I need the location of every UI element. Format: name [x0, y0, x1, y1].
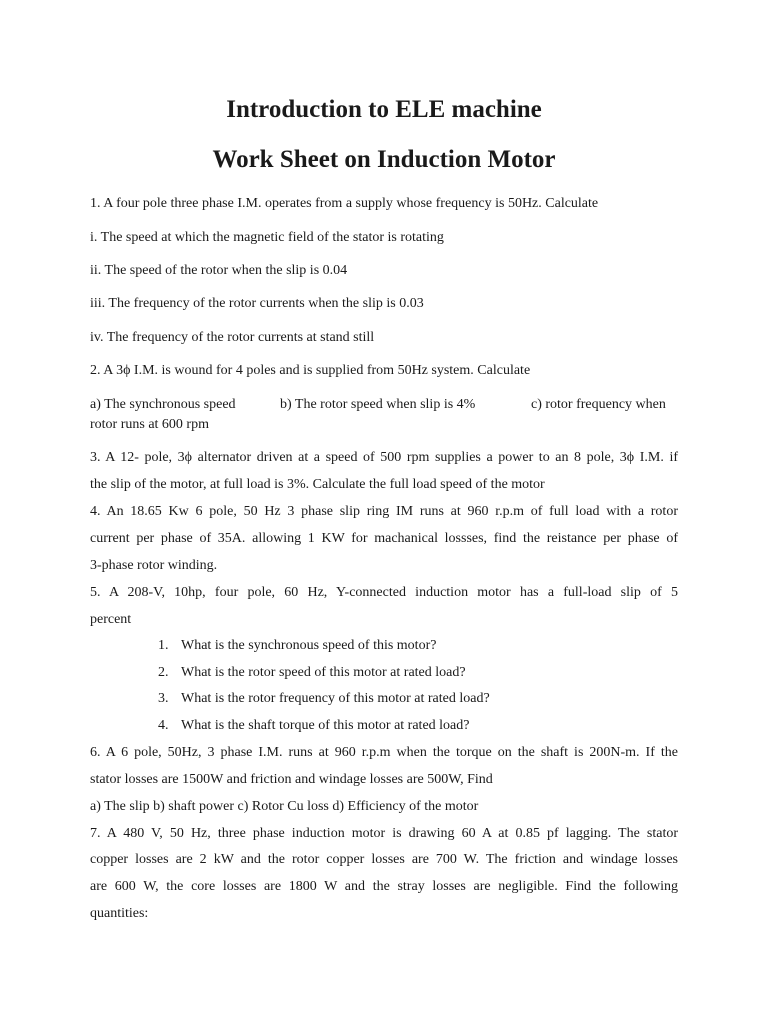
q2-continuation: rotor runs at 600 rpm [90, 417, 209, 432]
q1-stem: 1. A four pole three phase I.M. operates from a supply whose frequency is 50Hz. Calculate [90, 196, 599, 211]
q1-part-iv: iv. The frequency of the rotor currents at stand still [90, 330, 375, 345]
q4-line-1: 4. An 18.65 Kw 6 pole, 50 Hz 3 phase slip ring IM runs at 960 r.p.m of full load with a rotor [90, 504, 678, 519]
q7-line-3: are 600 W, the core losses are 1800 W and the stray losses are negligible. Find the following [90, 879, 678, 894]
q4-line-3: 3-phase rotor winding. [90, 558, 218, 573]
q4-line-2: current per phase of 35A. allowing 1 KW for machanical lossses, find the reistance per phase of [90, 531, 678, 546]
q1-part-iii: iii. The frequency of the rotor currents when the slip is 0.03 [90, 296, 424, 311]
q2-part-a: a) The synchronous speed [90, 397, 236, 412]
q5-item-number: 1. [158, 638, 169, 653]
q6-line-2: stator losses are 1500W and friction and windage losses are 500W, Find [90, 772, 493, 787]
q6-line-3: a) The slip b) shaft power c) Rotor Cu loss d) Efficiency of the motor [90, 799, 479, 814]
q5-line-1: 5. A 208-V, 10hp, four pole, 60 Hz, Y-connected induction motor has a full-load slip of 5 [90, 585, 678, 600]
course-title: Introduction to ELE machine [226, 96, 542, 123]
q7-line-1: 7. A 480 V, 50 Hz, three phase induction motor is drawing 60 A at 0.85 pf lagging. The stator [90, 826, 678, 841]
worksheet-title: Work Sheet on Induction Motor [212, 146, 556, 173]
q5-item-text: What is the shaft torque of this motor at rated load? [181, 718, 470, 733]
q3-line-2: the slip of the motor, at full load is 3%. Calculate the full load speed of the motor [90, 477, 545, 492]
q7-line-4: quantities: [90, 906, 149, 921]
q5-item-text: What is the rotor speed of this motor at rated load? [181, 665, 466, 680]
q7-line-2: copper losses are 2 kW and the rotor copper losses are 700 W. The friction and windage losses [90, 852, 678, 867]
q5-item-number: 2. [158, 665, 169, 680]
q1-part-i: i. The speed at which the magnetic field of the stator is rotating [90, 230, 444, 245]
q5-item-text: What is the synchronous speed of this motor? [181, 638, 437, 653]
q5-item-number: 3. [158, 691, 169, 706]
q5-item-number: 4. [158, 718, 169, 733]
q3-line-1: 3. A 12- pole, 3ϕ alternator driven at a speed of 500 rpm supplies a power to an 8 pole, 3ϕ I.M. if [90, 450, 678, 465]
q1-part-ii: ii. The speed of the rotor when the slip is 0.04 [90, 263, 348, 278]
q2-part-b: b) The rotor speed when slip is 4% [280, 397, 476, 412]
q2-part-c: c) rotor frequency when [531, 397, 666, 412]
q5-item-text: What is the rotor frequency of this motor at rated load? [181, 691, 490, 706]
q2-stem: 2. A 3ϕ I.M. is wound for 4 poles and is supplied from 50Hz system. Calculate [90, 363, 531, 378]
q5-line-2: percent [90, 612, 132, 627]
q6-line-1: 6. A 6 pole, 50Hz, 3 phase I.M. runs at 960 r.p.m when the torque on the shaft is 200N-m. If the [90, 745, 678, 760]
